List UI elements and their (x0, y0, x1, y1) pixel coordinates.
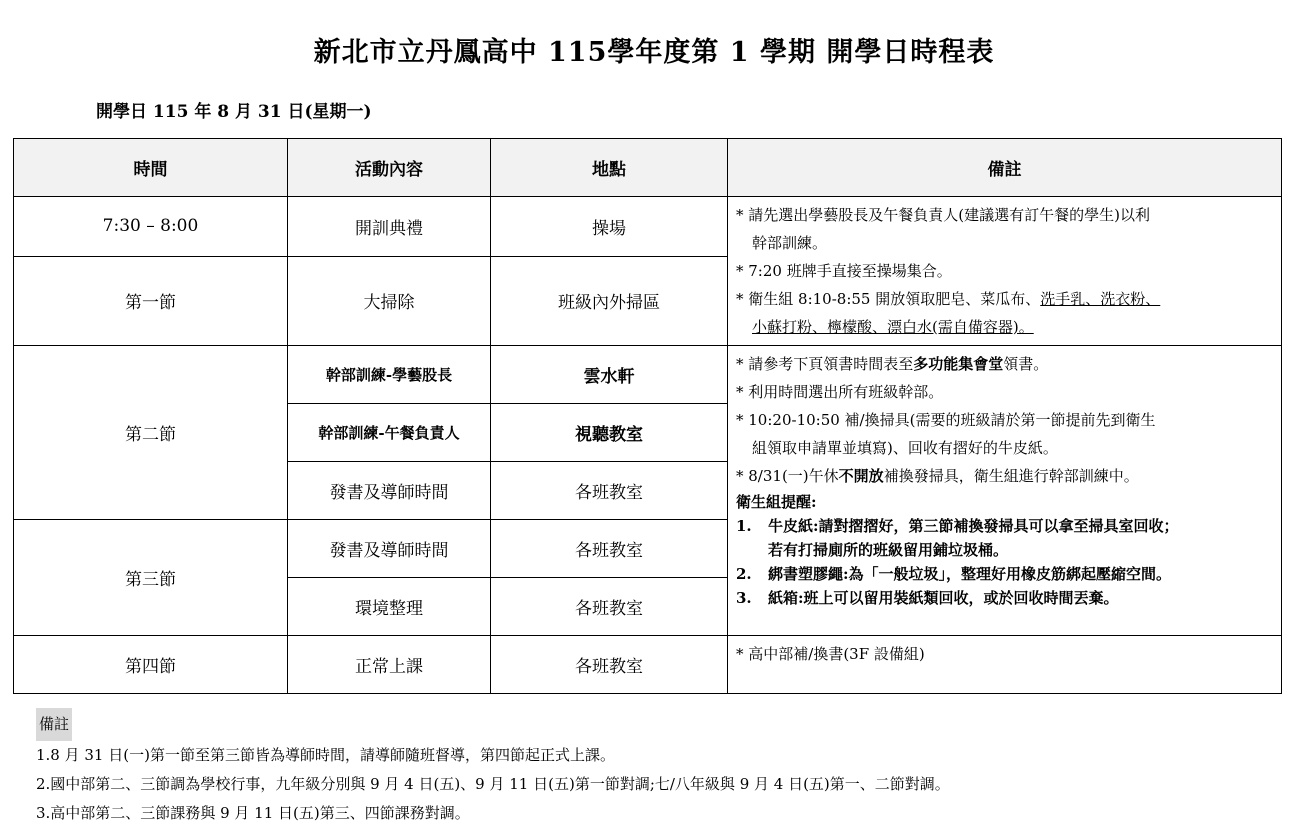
note-text: 補換發掃具，衛生組進行幹部訓練中。 (883, 467, 1139, 485)
notes-cell (728, 636, 1282, 694)
reminder-text: 若有打掃廁所的班級留用鋪垃圾桶。 (768, 541, 1009, 559)
header-time: 時間 (14, 139, 288, 197)
note-underlined-text: 洗手乳、洗衣粉、 (1040, 290, 1161, 308)
activity-cell: 正常上課 (288, 636, 491, 694)
notes-cell (728, 197, 1282, 346)
reminder-number: 2. (736, 565, 752, 583)
activity-cell: 發書及導師時間 (288, 520, 491, 578)
note-line: * 10:20-10:50 補/換掃具(需要的班級請於第一節提前先到衛生 (736, 411, 1156, 429)
place-cell: 雲水軒 (491, 346, 728, 404)
remark-item: 3.高中部第二、三節課務與 9 月 11 日(五)第三、四節課務對調。 (36, 804, 470, 822)
note-line: 組領取申請單並填寫)、回收有摺好的牛皮紙。 (752, 439, 1058, 457)
time-cell: 7:30 – 8:00 (14, 197, 288, 257)
note-line: * 7:20 班牌手直接至操場集合。 (736, 262, 952, 280)
remarks-section (36, 708, 950, 828)
remarks-title: 備註 (36, 708, 72, 741)
note-text: * 8/31(一)午休 (736, 467, 839, 485)
reminder-item (736, 538, 1273, 562)
note-line (736, 350, 1273, 378)
reminder-number: 1. (736, 517, 752, 535)
date-line: 開學日 115 年 8 月 31 日(星期一) (96, 102, 372, 122)
header-activity: 活動內容 (288, 139, 491, 197)
table-row (14, 197, 1282, 257)
schedule-table (13, 138, 1282, 694)
note-text: * 衛生組 8:10-8:55 開放領取肥皂、菜瓜布、 (736, 290, 1041, 308)
time-cell: 第四節 (14, 636, 288, 694)
table-row (14, 636, 1282, 694)
time-cell: 第一節 (14, 256, 288, 345)
note-underlined-text: 小蘇打粉、檸檬酸、漂白水(需自備容器)。 (752, 318, 1034, 336)
reminder-text: 紙箱:班上可以留用裝紙類回收，或於回收時間丟棄。 (768, 589, 1119, 607)
activity-cell: 大掃除 (288, 256, 491, 345)
note-line: * 利用時間選出所有班級幹部。 (736, 383, 944, 401)
reminder-text: 牛皮紙:請對摺摺好，第三節補換發掃具可以拿至掃具室回收； (768, 517, 1179, 535)
remark-item: 1.8 月 31 日(一)第一節至第三節皆為導師時間，請導師隨班督導，第四節起正式上課。 (36, 746, 615, 764)
header-notes: 備註 (728, 139, 1282, 197)
table-row (14, 346, 1282, 404)
reminder-text: 綁書塑膠繩:為「一般垃圾」，整理好用橡皮筋綁起壓縮空間。 (768, 565, 1172, 583)
activity-cell: 幹部訓練-學藝股長 (288, 346, 491, 404)
reminder-number: 3. (736, 589, 752, 607)
activity-cell: 幹部訓練-午餐負責人 (288, 404, 491, 462)
note-bold-text: 不開放 (838, 467, 884, 485)
place-cell: 各班教室 (491, 578, 728, 636)
note-text: * 請參考下頁領書時間表至 (736, 355, 914, 373)
time-cell: 第二節 (14, 346, 288, 520)
remarks-title-line (36, 708, 950, 741)
reminder-item (736, 562, 1273, 586)
note-bold-text: 多功能集會堂 (913, 355, 1004, 373)
place-cell: 班級內外掃區 (491, 256, 728, 345)
note-line (736, 285, 1273, 313)
reminder-item (736, 586, 1273, 610)
note-line: 幹部訓練。 (752, 234, 828, 252)
activity-cell: 環境整理 (288, 578, 491, 636)
activity-cell: 開訓典禮 (288, 197, 491, 257)
page-title: 新北市立丹鳳高中 115學年度第 1 學期 開學日時程表 (313, 37, 995, 68)
note-line: * 高中部補/換書(3F 設備組) (736, 645, 925, 663)
notes-cell (728, 346, 1282, 636)
table-header-row (14, 139, 1282, 197)
place-cell: 操場 (491, 197, 728, 257)
activity-cell: 發書及導師時間 (288, 462, 491, 520)
note-line (736, 462, 1273, 490)
place-cell: 各班教室 (491, 462, 728, 520)
place-cell: 視聽教室 (491, 404, 728, 462)
note-text: 領書。 (1003, 355, 1049, 373)
place-cell: 各班教室 (491, 520, 728, 578)
place-cell: 各班教室 (491, 636, 728, 694)
reminder-heading: 衛生組提醒: (736, 493, 817, 511)
note-line: * 請先選出學藝股長及午餐負責人(建議選有訂午餐的學生)以利 (736, 206, 1150, 224)
note-line (736, 313, 1273, 341)
remark-item: 2.國中部第二、三節調為學校行事，九年級分別與 9 月 4 日(五)、9 月 11 日(五)第一節對調;七/八年級與 9 月 4 日(五)第一、二節對調。 (36, 775, 950, 793)
time-cell: 第三節 (14, 520, 288, 636)
reminder-item (736, 514, 1273, 538)
header-place: 地點 (491, 139, 728, 197)
